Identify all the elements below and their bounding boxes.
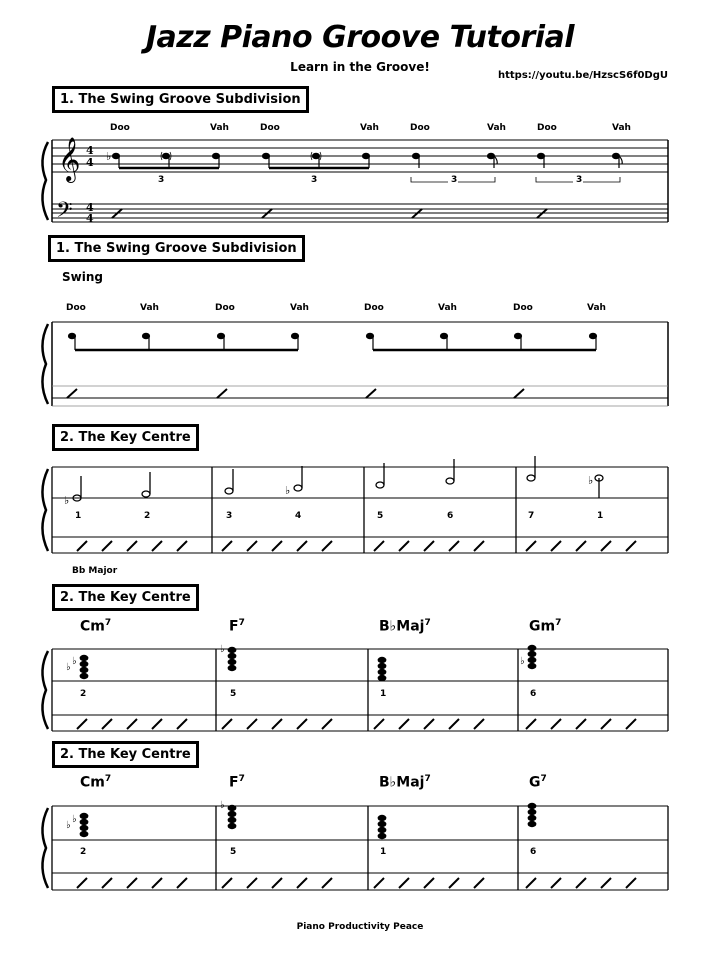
- chord-symbol: $F^7$: [229, 618, 245, 635]
- chord-symbol: $G^7$: [529, 774, 547, 791]
- scale-degree: 2: [144, 511, 151, 521]
- syllable: Vah: [210, 123, 229, 133]
- time-signature: 4: [86, 144, 94, 157]
- syllable: Vah: [290, 303, 309, 313]
- svg-text:♭: ♭: [285, 484, 291, 497]
- chord-degree: 5: [230, 847, 237, 857]
- svg-text:♭: ♭: [588, 474, 594, 487]
- syllable: Doo: [110, 123, 130, 133]
- page-subtitle: Learn in the Groove!: [290, 60, 430, 74]
- chord-symbol: Gm$^7$: [529, 618, 562, 635]
- svg-text:♭: ♭: [72, 656, 77, 667]
- syllable: Doo: [513, 303, 533, 313]
- syllable: Doo: [66, 303, 86, 313]
- swing-notes-system-1: [106, 150, 622, 182]
- treble-clef: 𝄞: [58, 137, 81, 181]
- syllable: Vah: [612, 123, 631, 133]
- svg-text:♭: ♭: [66, 820, 71, 831]
- staff-system-2: [42, 322, 668, 406]
- triplet-mark: 3: [311, 175, 318, 185]
- section-heading-swing-1: 1. The Swing Groove Subdivision: [52, 86, 309, 113]
- syllable: Doo: [364, 303, 384, 313]
- syllable: Doo: [260, 123, 280, 133]
- scale-degree: 1: [597, 511, 604, 521]
- svg-text:♭: ♭: [72, 814, 77, 825]
- chord-degree: 5: [230, 689, 237, 699]
- svg-text:4: 4: [86, 156, 94, 169]
- page-title: Jazz Piano Groove Tutorial: [145, 20, 575, 55]
- section-heading-key-3: 2. The Key Centre: [52, 741, 199, 768]
- svg-text:4: 4: [86, 212, 94, 225]
- chord-degree: 1: [380, 847, 387, 857]
- chord-symbol: B♭Maj$^7$: [379, 774, 431, 791]
- syllable: Vah: [438, 303, 457, 313]
- section-heading-key-1: 2. The Key Centre: [52, 424, 199, 451]
- chord-stacks-4: [66, 644, 536, 681]
- slashes-system-4: [77, 719, 636, 729]
- footer-credit: Piano Productivity Peace: [296, 922, 424, 932]
- svg-text:♭: ♭: [220, 800, 225, 811]
- svg-text:4: 4: [86, 201, 94, 214]
- triplet-mark: 3: [576, 175, 583, 185]
- slashes-system-2: [67, 389, 524, 398]
- scale-degree: 4: [295, 511, 302, 521]
- svg-text:♭: ♭: [520, 656, 525, 667]
- triplet-mark: 3: [451, 175, 458, 185]
- scale-degree: 5: [377, 511, 384, 521]
- chord-degree: 6: [530, 847, 537, 857]
- svg-text:♭: ♭: [66, 662, 71, 673]
- syllable: Vah: [487, 123, 506, 133]
- svg-text:♭: ♭: [64, 494, 70, 507]
- chord-degree: 1: [380, 689, 387, 699]
- syllable: Vah: [587, 303, 606, 313]
- chord-symbol: Cm$^7$: [80, 618, 112, 635]
- section-heading-swing-2: 1. The Swing Groove Subdivision: [48, 235, 305, 262]
- chord-symbol: Cm$^7$: [80, 774, 112, 791]
- syllable: Vah: [140, 303, 159, 313]
- staff-system-1: [42, 140, 668, 222]
- triplet-mark: 3: [158, 175, 165, 185]
- key-caption: Bb Major: [72, 566, 118, 576]
- syllable: Vah: [360, 123, 379, 133]
- video-url[interactable]: https://youtu.be/HzscS6f0DgU: [497, 70, 668, 81]
- swing-notes-system-2: [69, 333, 597, 350]
- chord-degree: 2: [80, 689, 87, 699]
- bass-clef: 𝄢: [56, 198, 73, 228]
- slashes-system-3: [77, 541, 636, 551]
- syllable: Doo: [537, 123, 557, 133]
- scale-degree: 3: [226, 511, 233, 521]
- chord-degree: 2: [80, 847, 87, 857]
- syllable: Doo: [215, 303, 235, 313]
- slashes-system-5: [77, 878, 636, 888]
- chord-degree: 6: [530, 689, 537, 699]
- scale-degree: 6: [447, 511, 454, 521]
- swing-label: Swing: [62, 270, 103, 284]
- scale-notes: [64, 456, 603, 507]
- section-heading-key-2: 2. The Key Centre: [52, 584, 199, 611]
- staff-system-3: [42, 467, 668, 553]
- scale-degree: 1: [75, 511, 82, 521]
- syllable: Doo: [410, 123, 430, 133]
- chord-symbol: $F^7$: [229, 774, 245, 791]
- svg-text:♭: ♭: [220, 644, 225, 655]
- scale-degree: 7: [528, 511, 535, 521]
- chord-symbol: B♭Maj$^7$: [379, 618, 431, 635]
- svg-text:♭: ♭: [106, 150, 112, 163]
